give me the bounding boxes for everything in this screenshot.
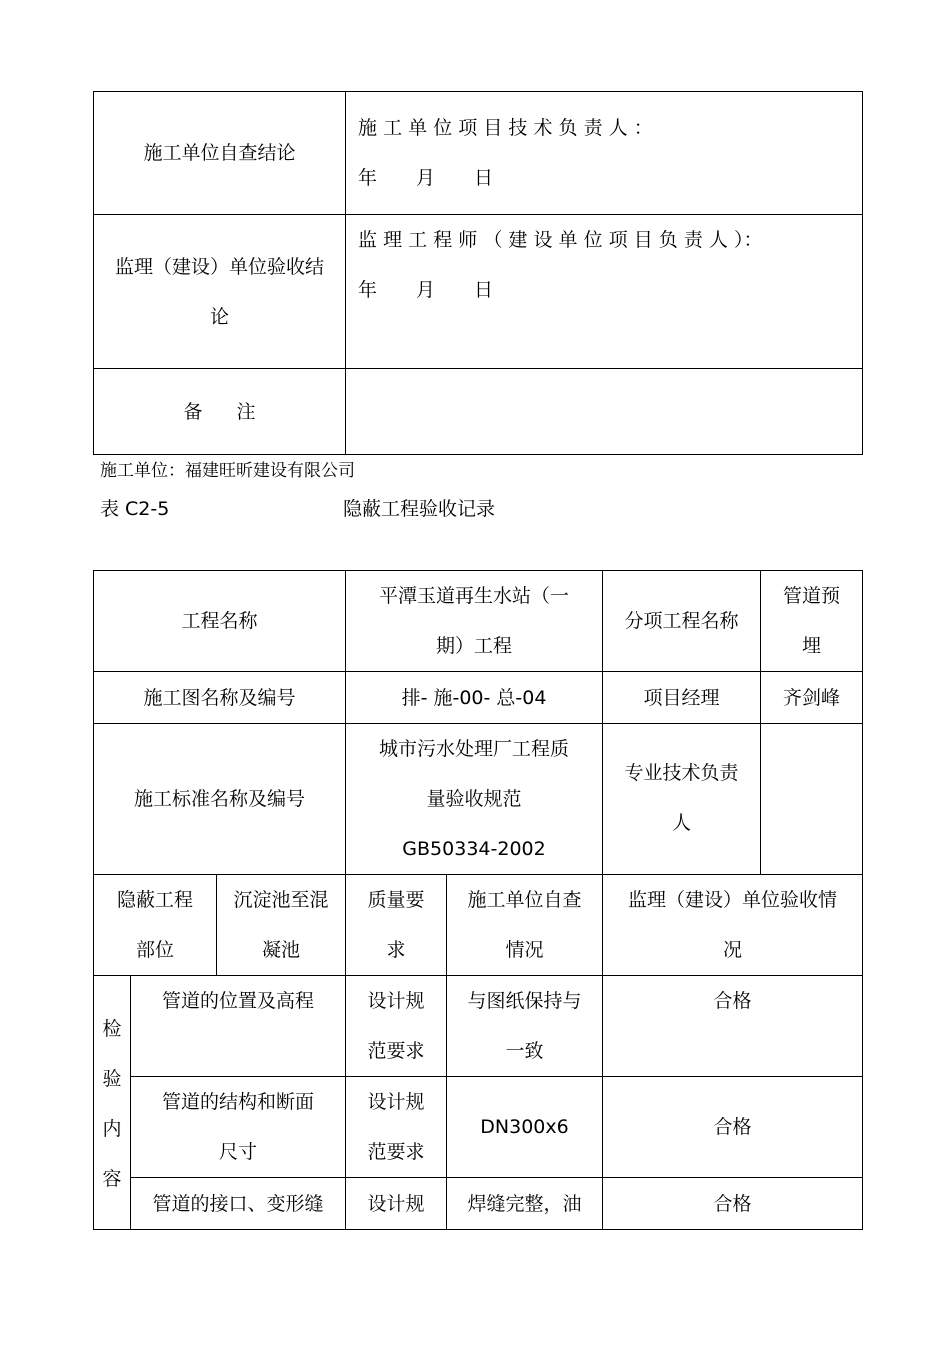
drawing-label: 施工图名称及编号 (94, 672, 346, 724)
standard-value: 城市污水处理厂工程质 量验收规范 GB50334-2002 (346, 724, 603, 875)
item-result: 合格 (603, 1077, 863, 1178)
hidden-part-label: 隐蔽工程 部位 (94, 875, 217, 976)
date-line: 年 月 日 (358, 279, 494, 301)
item-self-check: 与图纸保持与 一致 (447, 976, 603, 1077)
project-row (94, 571, 863, 672)
standard-row (94, 724, 863, 875)
quality-requirement-header: 质量要 求 (346, 875, 447, 976)
manager-label: 项目经理 (603, 672, 761, 724)
item-requirement: 设计规 范要求 (346, 976, 447, 1077)
tech-head-label: 专业技术负责 人 (603, 724, 761, 875)
conclusion-table (93, 91, 863, 455)
remarks-row (94, 369, 863, 455)
acceptance-header: 监理（建设）单位验收情 况 (603, 875, 863, 976)
project-name-value: 平潭玉道再生水站（一 期）工程 (346, 571, 603, 672)
self-check-header: 施工单位自查 情况 (447, 875, 603, 976)
drawing-value: 排- 施-00- 总-04 (346, 672, 603, 724)
self-check-signature-cell (346, 92, 863, 215)
item-name: 管道的位置及高程 (131, 976, 346, 1077)
date-line: 年 月 日 (358, 167, 494, 189)
engineer-signature-label: 监 理 工 程 师 （ 建 设 单 位 项 目 负 责 人 ）： (358, 229, 763, 251)
inspection-content-label: 检 验 内 容 (94, 976, 131, 1230)
tech-head-value (761, 724, 863, 875)
supervisor-label: 监理（建设）单位验收结 论 (94, 215, 346, 369)
drawing-row (94, 672, 863, 724)
table-number: 表 C2-5 (100, 498, 170, 520)
table-row (94, 976, 863, 1077)
manager-value: 齐剑峰 (761, 672, 863, 724)
self-check-row (94, 92, 863, 215)
header-row (94, 875, 863, 976)
remarks-label-cell (94, 369, 346, 455)
table-row (94, 1077, 863, 1178)
hidden-works-table (93, 570, 863, 1230)
item-result: 合格 (603, 1178, 863, 1230)
item-self-check: DN300x6 (447, 1077, 603, 1178)
standard-label: 施工标准名称及编号 (94, 724, 346, 875)
hidden-part-value: 沉淀池至混 凝池 (217, 875, 346, 976)
subitem-label: 分项工程名称 (603, 571, 761, 672)
item-name: 管道的接口、变形缝 (131, 1178, 346, 1230)
item-name: 管道的结构和断面 尺寸 (131, 1077, 346, 1178)
table-title: 隐蔽工程验收记录 (343, 498, 496, 520)
tech-lead-signature-label: 施 工 单 位 项 目 技 术 负 责 人 ： (358, 117, 653, 139)
subitem-value: 管道预 埋 (761, 571, 863, 672)
item-requirement: 设计规 (346, 1178, 447, 1230)
supervisor-signature-cell (346, 215, 863, 369)
company-line: 施工单位：福建旺昕建设有限公司 (100, 461, 355, 481)
item-self-check: 焊缝完整，油 (447, 1178, 603, 1230)
supervisor-row (94, 215, 863, 369)
item-result: 合格 (603, 976, 863, 1077)
remarks-value (346, 369, 863, 455)
item-requirement: 设计规 范要求 (346, 1077, 447, 1178)
project-name-label: 工程名称 (94, 571, 346, 672)
remarks-label: 备注 (183, 400, 290, 423)
table-row (94, 1178, 863, 1230)
self-check-label: 施工单位自查结论 (94, 92, 346, 215)
